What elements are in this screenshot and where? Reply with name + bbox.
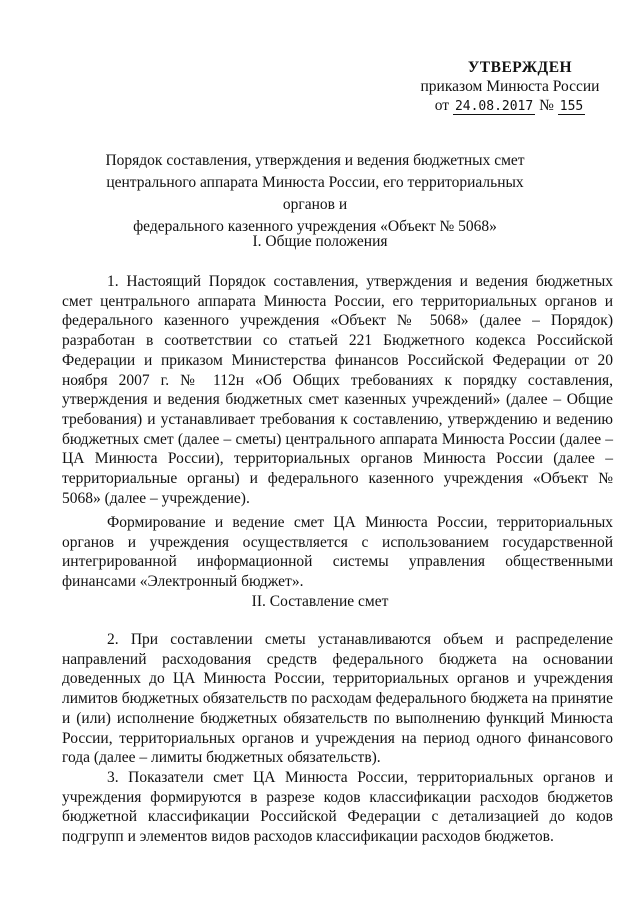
paragraph-3: 2. При составлении сметы устанавливаются объем и распределение направлений расходования средств федерального бюджета на основании доведенных до ЦА Минюста России, территориальных органов и учреждения лимитов бюджетных обязательств по расходам федерального бюджета на принятие и (или) исполнение бюджетных обязательств по выполнению функций Минюста России, территориальных органов и учреждения на период одного финансового года (далее – лимиты бюджетных обязательств). — [62, 631, 613, 767]
number-prefix: № — [539, 97, 554, 114]
section-1-heading: I. Общие положения — [252, 233, 388, 250]
date-prefix: от — [434, 97, 450, 114]
document-title — [80, 150, 550, 238]
approval-by: приказом Минюста России — [420, 78, 600, 95]
approval-number: 155 — [559, 99, 584, 114]
approval-stamp — [400, 58, 620, 116]
paragraph-1: 1. Настоящий Порядок составления, утверждения и ведения бюджетных смет центрального аппарата Минюста России, его территориальных органов и федерального казенного учреждения «Объект № 5068» (далее – Порядок) разработан в соответствии со статьей 221 Бюджетного кодекса Российской Федерации и приказом Министерства финансов Российской Федерации от 20 ноября 2007 г. № 112н «Об Общих требованиях к порядку составления, утверждения и ведения бюджетных смет казенных учреждений» (далее – Общие требования) и устанавливает требования к составлению, утверждению и ведению бюджетных смет (далее – сметы) центрального аппарата Минюста России (далее – ЦА Минюста России), территориальных органов Минюста России (далее – территориальные органы) и федерального казенного учреждения «Объект № 5068» (далее – учреждение). — [62, 273, 613, 507]
approval-date: 24.08.2017 — [454, 99, 534, 114]
approval-status: УТВЕРЖДЕН — [467, 59, 573, 76]
paragraph-4: 3. Показатели смет ЦА Минюста России, территориальных органов и учреждения формируются в разрезе кодов классификации расходов бюджетов бюджетной классификации Российской Федерации с детализацией до кодов подгрупп и элементов видов расходов классификации расходов бюджетов. — [62, 769, 613, 846]
title-line-3: федерального казенного учреждения «Объект № 5068» — [133, 218, 497, 235]
approval-order-line — [400, 96, 620, 116]
title-line-2: центрального аппарата Минюста России, его территориальных органов и — [106, 174, 524, 213]
section-2-heading: II. Составление смет — [251, 593, 389, 610]
paragraph-2: Формирование и ведение смет ЦА Минюста России, территориальных органов и учреждения осуществляется с использованием государственной интегрированной информационной системы управления общественными финансами «Электронный бюджет». — [62, 514, 613, 591]
title-line-1: Порядок составления, утверждения и ведения бюджетных смет — [105, 152, 525, 169]
